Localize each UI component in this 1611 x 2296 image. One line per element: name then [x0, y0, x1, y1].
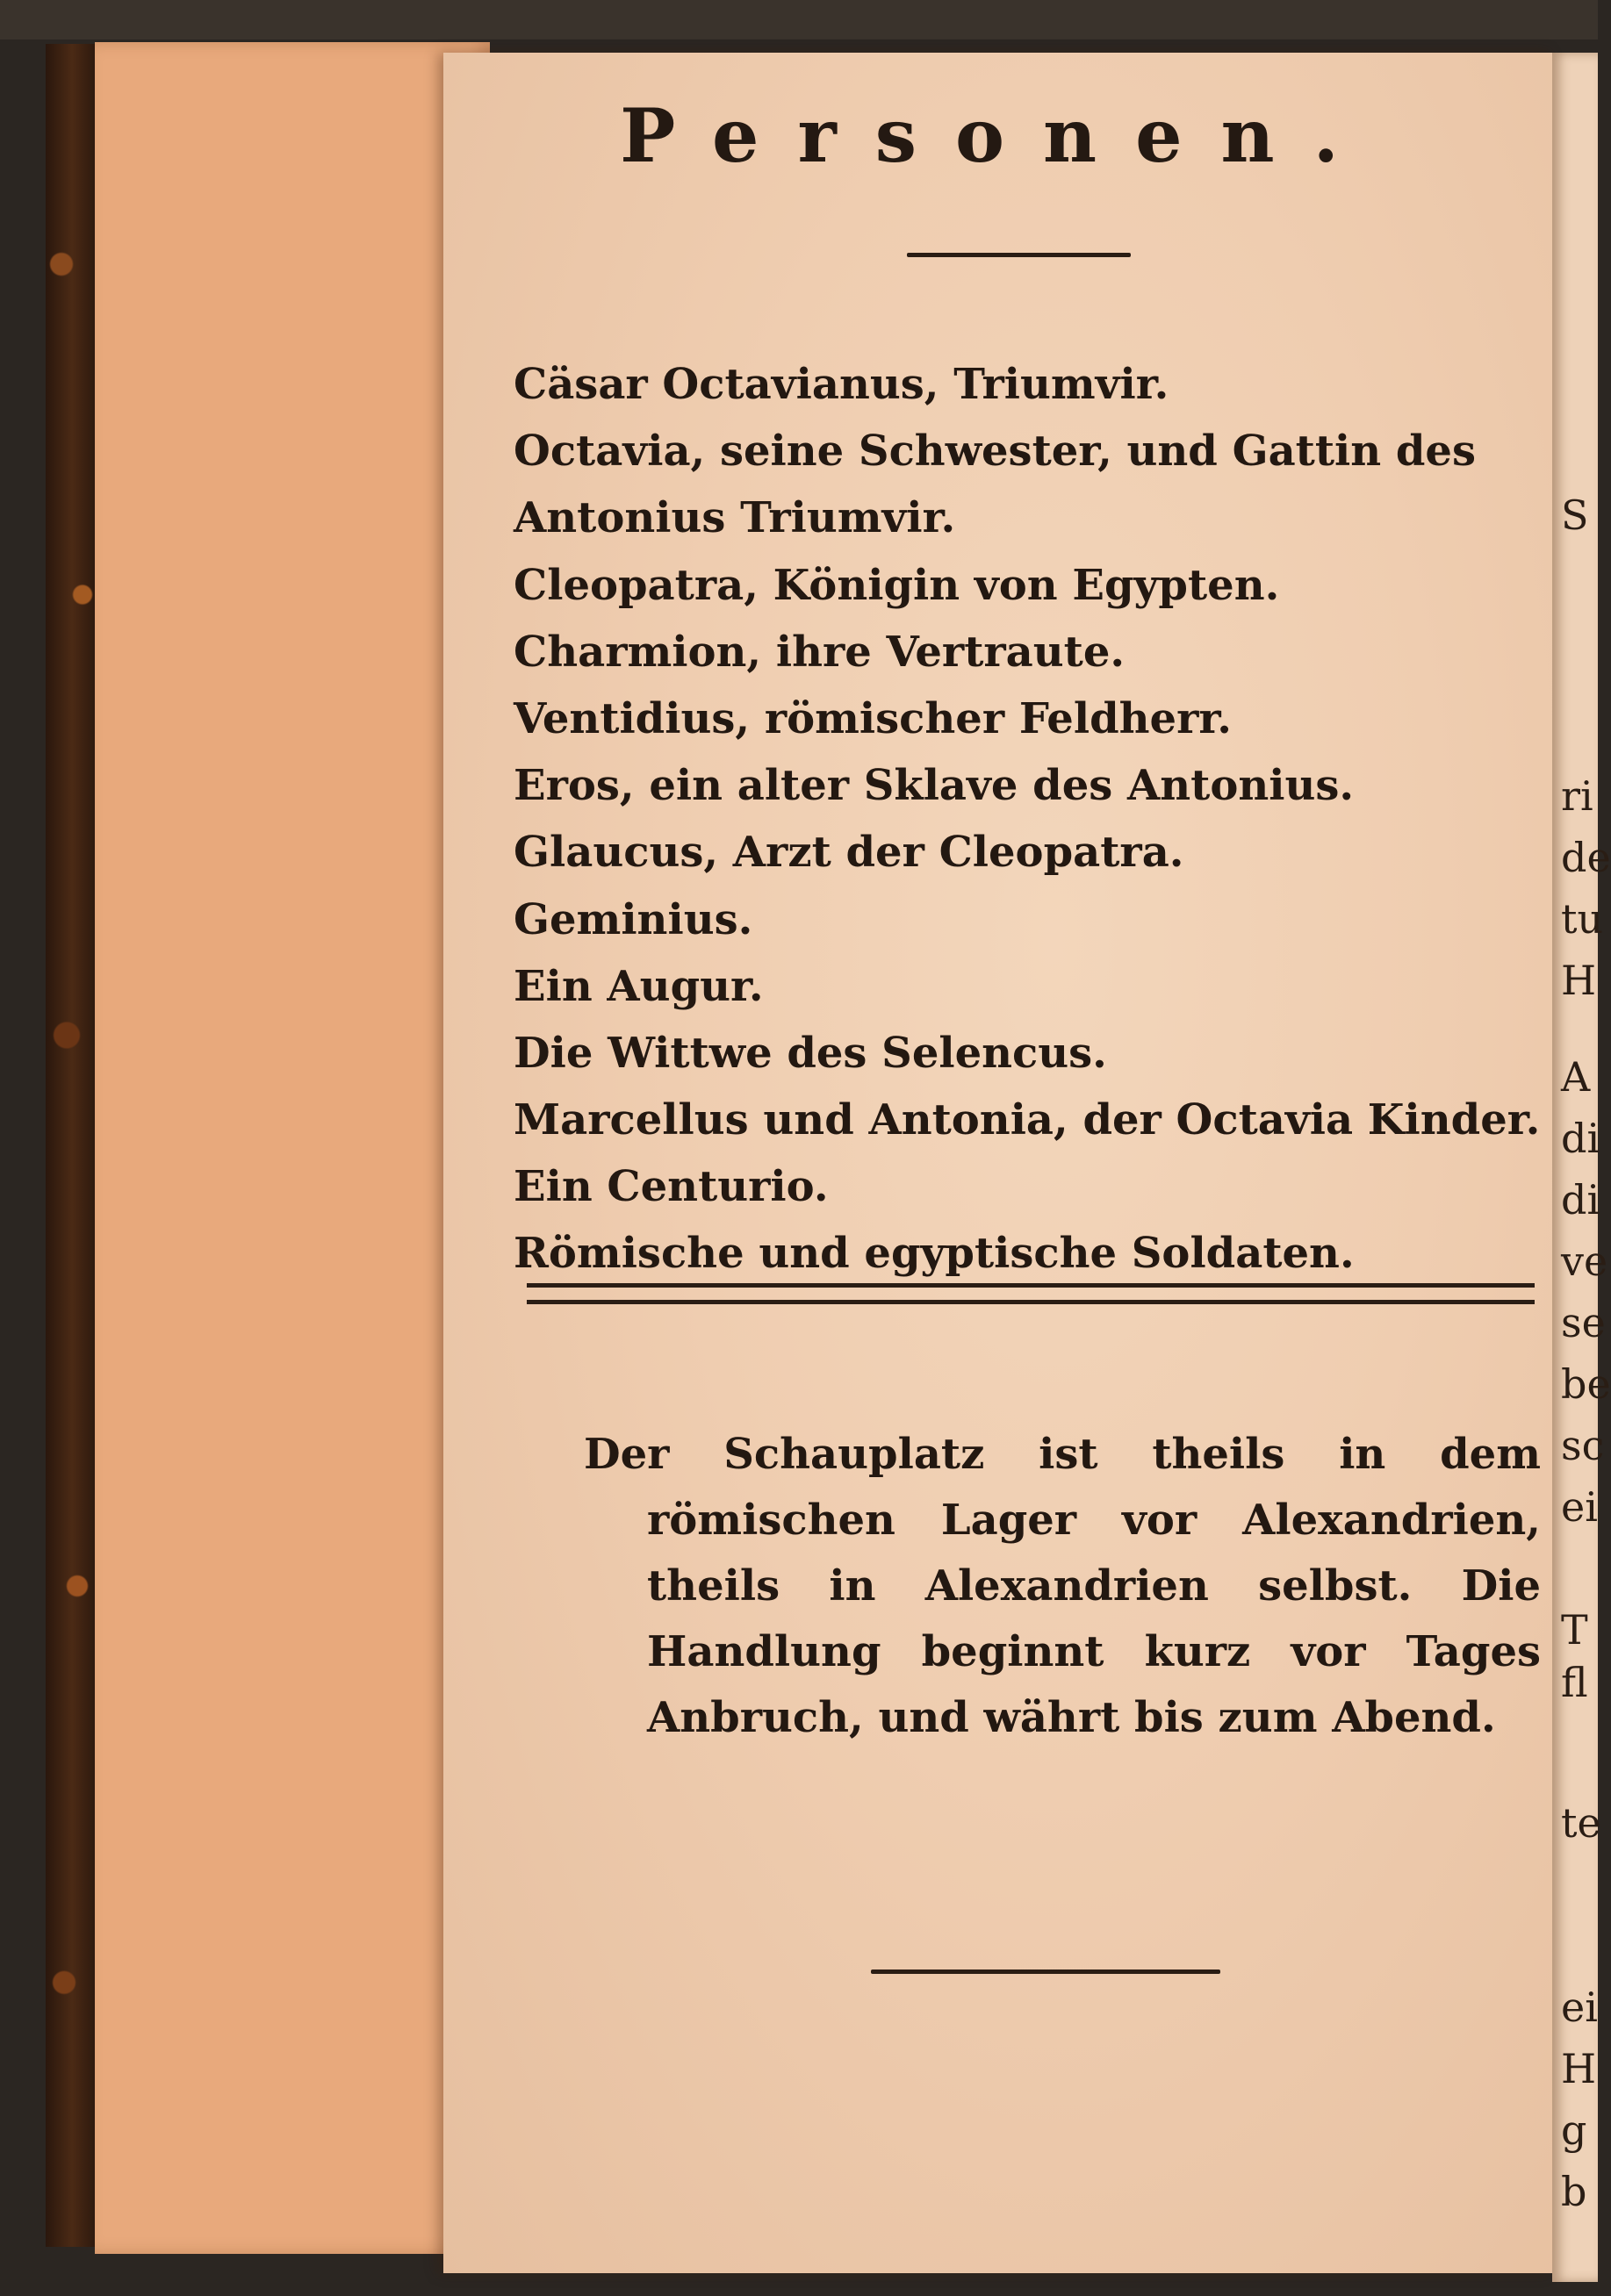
fragment: tu — [1561, 895, 1604, 943]
fragment: di — [1561, 1176, 1600, 1223]
fragment: se — [1561, 1299, 1606, 1346]
cast-entry: Antonius Triumvir. — [514, 493, 956, 543]
setting-paragraph — [584, 1422, 1541, 1751]
section-double-rule — [527, 1283, 1535, 1304]
setting-text: Der Schauplatz ist theils in dem römischen Lager vor Alexandrien, theils in Alexandrien selbst. Die Handlung beginnt kurz vor Tages Anbruch, und währt bis zum Abend. — [584, 1430, 1541, 1742]
adjacent-page-edge — [1552, 53, 1611, 2282]
page-title: Personen. — [620, 92, 1377, 179]
cast-entry: Glaucus, Arzt der Cleopatra. — [514, 828, 1184, 878]
cast-entry: Geminius. — [514, 894, 753, 944]
fragment: be — [1561, 1360, 1611, 1408]
cast-entry: Eros, ein alter Sklave des Antonius. — [514, 761, 1355, 811]
cast-entry: Ein Augur. — [514, 961, 764, 1011]
fragment: A — [1561, 1053, 1591, 1101]
endpaper — [95, 42, 490, 2254]
fragment: S — [1561, 491, 1589, 539]
title-rule — [907, 253, 1131, 257]
scan-background — [0, 0, 1598, 39]
cast-entry: Charmion, ihre Vertraute. — [514, 627, 1126, 677]
cast-entry: Cleopatra, Königin von Egypten. — [514, 560, 1280, 610]
cast-list — [514, 351, 1540, 1288]
fragment: te — [1561, 1799, 1601, 1847]
fragment: ei — [1561, 1483, 1598, 1531]
fragment: g — [1561, 2106, 1587, 2154]
fragment: ei — [1561, 1984, 1598, 2031]
cast-entry: Die Wittwe des Selencus. — [514, 1028, 1107, 1078]
fragment: de — [1561, 834, 1611, 881]
cast-entry: Römische und egyptische Soldaten. — [514, 1229, 1355, 1279]
fragment: b — [1561, 2168, 1587, 2215]
fragment: di — [1561, 1115, 1600, 1162]
end-rule — [871, 1970, 1220, 1974]
cast-entry: Cäsar Octavianus, Triumvir. — [514, 360, 1169, 409]
fragment: H — [1561, 2045, 1597, 2092]
cast-entry: Ein Centurio. — [514, 1162, 829, 1212]
cast-entry: Ventidius, römischer Feldherr. — [514, 693, 1232, 743]
fragment: sc — [1561, 1422, 1605, 1469]
marbled-book-cover — [46, 44, 98, 2247]
fragment: T — [1561, 1606, 1588, 1654]
fragment: ri — [1561, 772, 1593, 820]
cast-entry: Octavia, seine Schwester, und Gattin des — [514, 427, 1476, 477]
fragment: ve — [1561, 1238, 1608, 1285]
cast-entry: Marcellus und Antonia, der Octavia Kinder. — [514, 1095, 1541, 1145]
fragment: fl — [1561, 1659, 1588, 1706]
fragment: H — [1561, 957, 1597, 1004]
